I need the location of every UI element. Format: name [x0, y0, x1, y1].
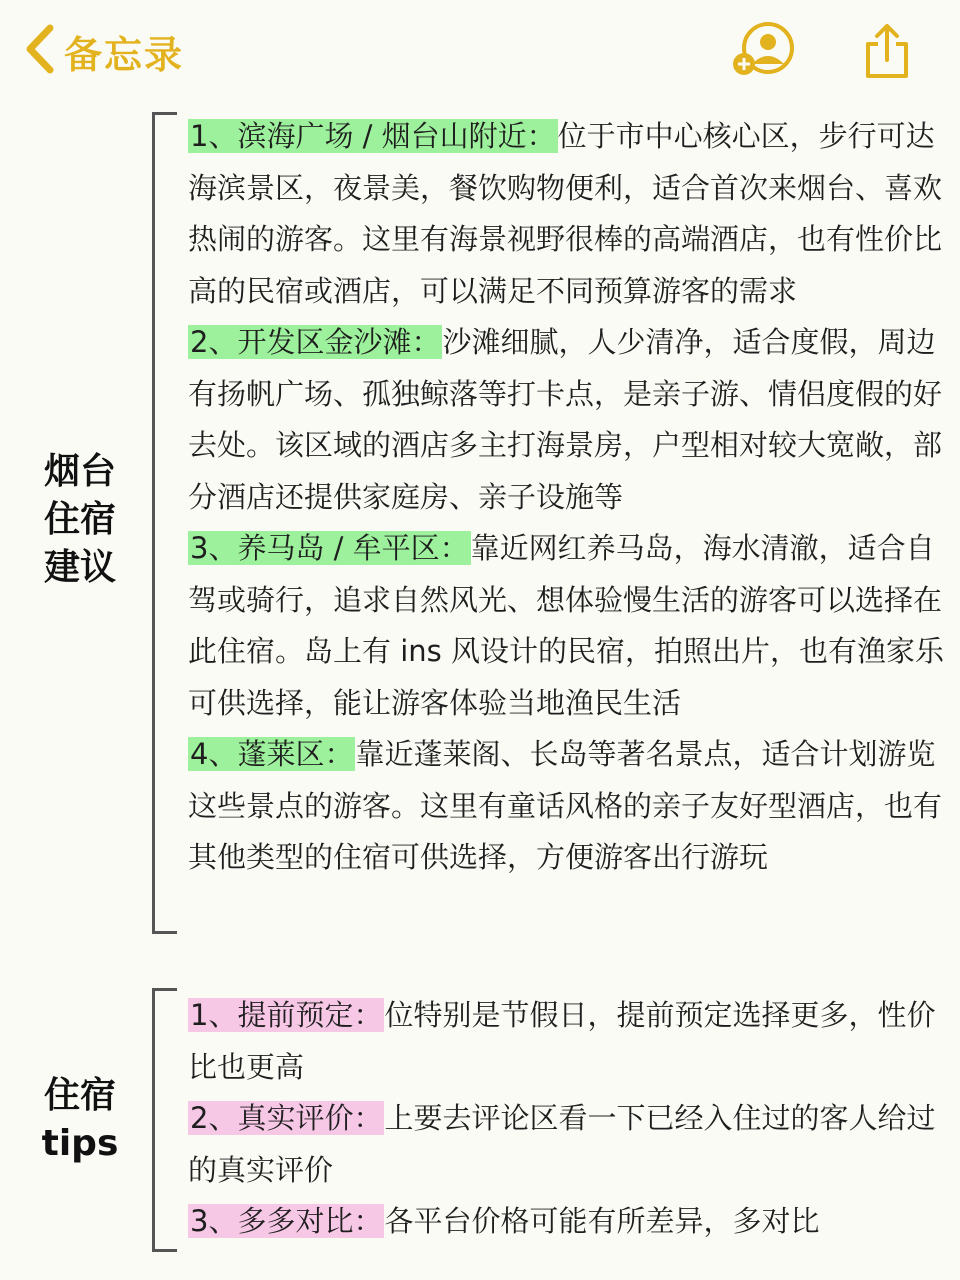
- tip-item: [188, 1093, 948, 1196]
- suggestion-item: [188, 523, 948, 729]
- suggestion-tag: 1、滨海广场 / 烟台山附近：: [190, 119, 556, 153]
- suggestion-item: [188, 111, 948, 317]
- back-chevron-icon: [22, 22, 58, 80]
- section1-label-line: 建议: [43, 547, 116, 588]
- tip-text: 上要去评论区看一下已经入住过的客人给过的真实评价: [188, 1101, 936, 1187]
- section2-label-line: 住宿: [43, 1075, 116, 1116]
- tip-tag: 1、提前预定：: [190, 998, 383, 1032]
- back-button[interactable]: [22, 22, 184, 80]
- section2-label: [40, 1072, 120, 1168]
- suggestion-item: [188, 729, 948, 884]
- section1-label-line: 住宿: [43, 499, 116, 540]
- suggestion-text: 靠近网红养马岛，海水清澈，适合自驾或骑行，追求自然风光、想体验慢生活的游客可以选择在此住宿。岛上有 ins 风设计的民宿，拍照出片，也有渔家乐可供选择，能让游客体验当地渔民生活: [188, 531, 944, 720]
- share-button[interactable]: [862, 22, 912, 80]
- suggestion-text: 靠近蓬莱阁、长岛等著名景点，适合计划游览这些景点的游客。这里有童话风格的亲子友好型酒店，也有其他类型的住宿可供选择，方便游客出行游玩: [188, 737, 943, 874]
- add-person-button[interactable]: [730, 22, 798, 82]
- tip-tag: 3、多多对比：: [190, 1204, 383, 1238]
- section2-label-line: tips: [41, 1123, 119, 1164]
- section1-content: [188, 111, 948, 884]
- tip-text: 各平台价格可能有所差异，多对比: [384, 1204, 820, 1238]
- suggestion-tag: 2、开发区金沙滩：: [190, 325, 441, 359]
- suggestion-tag: 4、蓬莱区：: [190, 737, 354, 771]
- section1-label-line: 烟台: [43, 451, 116, 492]
- navigation-bar: [0, 0, 960, 100]
- add-person-icon: [730, 22, 798, 82]
- section2-bracket: [152, 988, 177, 1252]
- suggestion-text: 位于市中心核心区，步行可达海滨景区，夜景美，餐饮购物便利，适合首次来烟台、喜欢热闹的游客。这里有海景视野很棒的高端酒店，也有性价比高的民宿或酒店，可以满足不同预算游客的需求: [188, 119, 943, 308]
- suggestion-tag: 3、养马岛 / 牟平区：: [190, 531, 469, 565]
- tip-text: 位特别是节假日，提前预定选择更多，性价比也更高: [188, 998, 936, 1084]
- suggestion-text: 沙滩细腻，人少清净，适合度假，周边有扬帆广场、孤独鲸落等打卡点，是亲子游、情侣度假的好去处。该区域的酒店多主打海景房，户型相对较大宽敞，部分酒店还提供家庭房、亲子设施等: [188, 325, 943, 514]
- tip-item: [188, 990, 948, 1093]
- section2-content: [188, 990, 948, 1248]
- section1-bracket: [152, 112, 177, 934]
- tip-tag: 2、真实评价：: [190, 1101, 383, 1135]
- section1-label: [40, 448, 120, 592]
- suggestion-item: [188, 317, 948, 523]
- tip-item: [188, 1196, 948, 1248]
- back-label: 备忘录: [64, 32, 185, 77]
- share-icon: [862, 22, 912, 80]
